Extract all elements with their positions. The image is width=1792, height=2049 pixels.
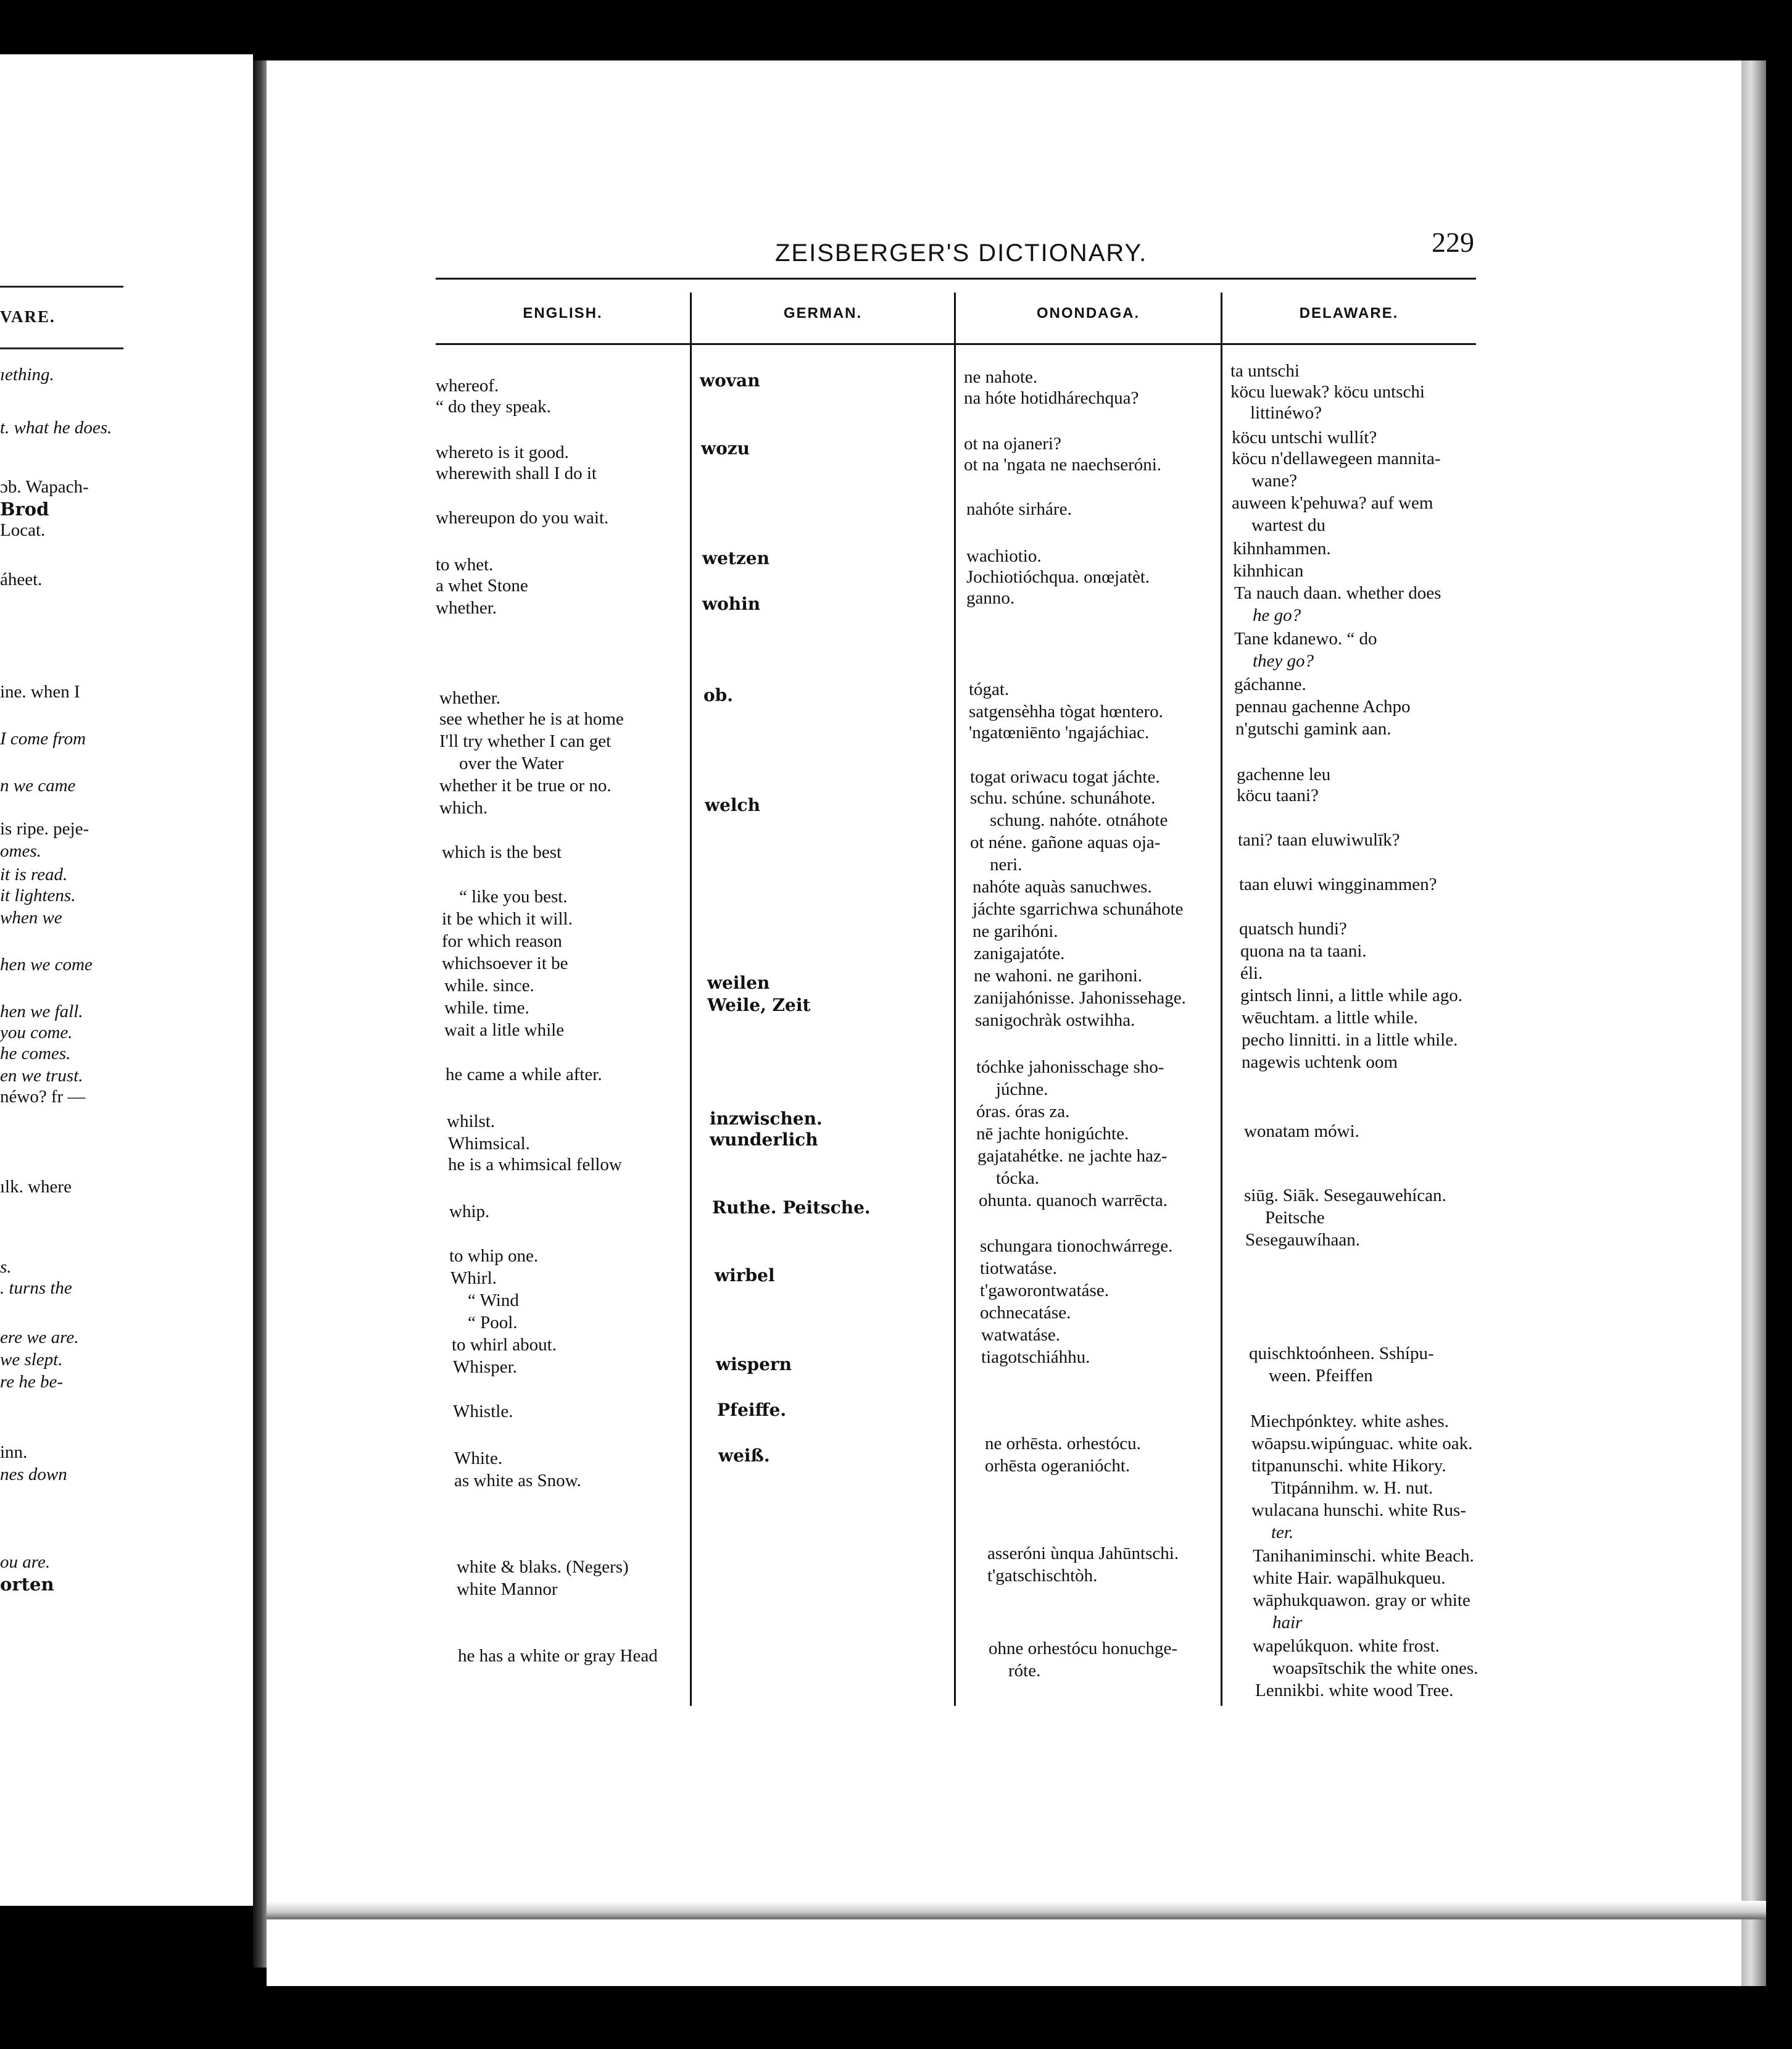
- running-title: ZEISBERGER'S DICTIONARY.: [775, 239, 1148, 267]
- onondaga-entry: na hóte hotidhárechqua?: [964, 388, 1139, 408]
- onondaga-entry: ne garihóni.: [973, 921, 1058, 941]
- english-entry: White.: [454, 1448, 503, 1468]
- english-entry: as white as Snow.: [454, 1471, 581, 1490]
- delaware-entry: wulacana hunschi. white Rus-: [1251, 1500, 1466, 1520]
- delaware-entry: wonatam mówi.: [1244, 1121, 1359, 1141]
- left-page-line: he comes.: [0, 1044, 71, 1063]
- delaware-entry: köcu taani?: [1237, 786, 1319, 805]
- delaware-entry: siūg. Siāk. Sesegauwehícan.: [1244, 1186, 1446, 1205]
- onondaga-entry: nē jachte honigúchte.: [976, 1124, 1129, 1144]
- delaware-entry: he go?: [1253, 605, 1301, 625]
- delaware-entry: kihnhammen.: [1233, 539, 1331, 559]
- left-page-line: is ripe. peje-: [0, 819, 89, 839]
- left-page-line: ine. when I: [0, 682, 80, 702]
- delaware-entry: hair: [1272, 1613, 1303, 1632]
- delaware-entry: wane?: [1251, 471, 1298, 491]
- column-divider-3: [1221, 293, 1222, 1706]
- delaware-entry: ter.: [1271, 1523, 1294, 1542]
- german-entry: welch: [705, 795, 760, 815]
- left-page-line: inn.: [0, 1442, 28, 1462]
- delaware-entry: pecho linnitti. in a little while.: [1242, 1030, 1458, 1050]
- left-page-column-header: VARE.: [0, 307, 56, 326]
- delaware-entry: gáchanne.: [1234, 675, 1306, 694]
- page-number: 229: [1432, 227, 1474, 258]
- delaware-entry: pennau gachenne Achpo: [1235, 697, 1411, 717]
- onondaga-entry: zanijahónisse. Jahonissehage.: [974, 988, 1186, 1008]
- english-entry: wait a litle while: [444, 1020, 565, 1040]
- left-page-top-rule: [0, 286, 123, 288]
- onondaga-entry: schung. nahóte. otnáhote: [990, 810, 1168, 830]
- english-entry: “ Pool.: [468, 1313, 518, 1332]
- delaware-entry: littinéwo?: [1250, 403, 1322, 423]
- onondaga-entry: tiotwatáse.: [980, 1258, 1057, 1278]
- english-entry: I'll try whether I can get: [439, 731, 612, 751]
- german-entry: wohin: [702, 594, 761, 614]
- english-entry: to whirl about.: [452, 1335, 557, 1355]
- left-page-line: I come from: [0, 729, 86, 749]
- german-entry: wirbel: [715, 1265, 775, 1286]
- delaware-entry: quona na ta taani.: [1240, 941, 1367, 961]
- delaware-entry: they go?: [1253, 651, 1314, 671]
- column-divider-1: [690, 293, 692, 1706]
- onondaga-entry: watwatáse.: [981, 1325, 1061, 1345]
- english-entry: “ do they speak.: [436, 397, 551, 417]
- english-entry: whereupon do you wait.: [436, 508, 609, 528]
- page-edge: [1741, 60, 1766, 1986]
- german-entry: Ruthe. Peitsche.: [712, 1197, 871, 1218]
- onondaga-entry: ochnecatáse.: [980, 1303, 1071, 1323]
- delaware-entry: white Hair. wapālhukqueu.: [1253, 1568, 1446, 1588]
- onondaga-entry: óras. óras za.: [976, 1102, 1070, 1121]
- delaware-entry: köcu untschi wullít?: [1232, 428, 1377, 447]
- onondaga-entry: Jochiotióchqua. onœjatèt.: [966, 567, 1150, 587]
- delaware-entry: gintsch linni, a little while ago.: [1240, 986, 1463, 1005]
- delaware-entry: Lennikbi. white wood Tree.: [1255, 1681, 1454, 1700]
- english-entry: to whet.: [436, 555, 494, 575]
- onondaga-entry: tóchke jahonisschage sho-: [976, 1057, 1164, 1077]
- onondaga-entry: jáchte sgarrichwa schunáhote: [973, 899, 1184, 919]
- onondaga-entry: ot na 'ngata ne naechseróni.: [964, 455, 1162, 475]
- english-entry: whether.: [439, 688, 501, 708]
- english-entry: he has a white or gray Head: [458, 1646, 658, 1666]
- onondaga-entry: wachiotio.: [966, 546, 1042, 566]
- onondaga-entry: ot néne. gañone aquas oja-: [970, 833, 1161, 852]
- english-entry: see whether he is at home: [439, 709, 624, 729]
- delaware-entry: auween k'pehuwa? auf wem: [1232, 493, 1433, 513]
- german-entry: inzwischen.: [710, 1108, 823, 1129]
- onondaga-entry: ne orhēsta. orhestócu.: [985, 1434, 1141, 1453]
- onondaga-entry: orhēsta ogeraniócht.: [985, 1456, 1130, 1476]
- english-entry: whip.: [449, 1202, 490, 1221]
- english-entry: a whet Stone: [436, 576, 528, 596]
- delaware-entry: wāphukquawon. gray or white: [1253, 1590, 1471, 1610]
- delaware-entry: quischktoónheen. Sshípu-: [1249, 1344, 1434, 1363]
- delaware-entry: Tane kdanewo. “ do: [1234, 629, 1377, 649]
- left-facing-page: [0, 54, 253, 1906]
- english-entry: which is the best: [442, 842, 562, 862]
- english-entry: whether it be true or no.: [439, 776, 612, 796]
- onondaga-entry: ot na ojaneri?: [964, 434, 1061, 454]
- delaware-entry: Titpánnihm. w. H. nut.: [1271, 1478, 1433, 1498]
- left-page-line: t. what he does.: [0, 418, 112, 438]
- left-page-line: ɔb. Wapach-: [0, 477, 89, 497]
- delaware-entry: Tanihaniminschi. white Beach.: [1253, 1546, 1474, 1566]
- english-entry: it be which it will.: [442, 909, 573, 929]
- left-page-line: hen we fall.: [0, 1002, 83, 1021]
- onondaga-entry: t'gaworontwatáse.: [980, 1281, 1109, 1300]
- onondaga-entry: t'gatschischtòh.: [987, 1566, 1098, 1586]
- english-entry: white & blaks. (Negers): [457, 1557, 629, 1577]
- english-entry: over the Water: [459, 754, 564, 773]
- delaware-entry: gachenne leu: [1237, 765, 1331, 784]
- column-divider-2: [954, 293, 956, 1706]
- left-page-line: néwo? fr —: [0, 1087, 86, 1107]
- german-entry: ob.: [703, 685, 734, 705]
- left-page-line: Brod: [0, 499, 49, 520]
- onondaga-entry: 'ngatœniēnto 'ngajáchiac.: [969, 723, 1150, 742]
- left-page-line: hen we come: [0, 955, 93, 975]
- left-page-header-rule: [0, 347, 123, 349]
- english-entry: whereof.: [436, 376, 499, 396]
- english-entry: Whirl.: [450, 1268, 497, 1288]
- delaware-entry: wōapsu.wipúnguac. white oak.: [1251, 1434, 1473, 1453]
- onondaga-entry: neri.: [990, 855, 1023, 875]
- left-page-line: Locat.: [0, 520, 46, 540]
- german-entry: weiß.: [718, 1445, 770, 1466]
- onondaga-entry: júchne.: [996, 1079, 1048, 1099]
- delaware-entry: köcu n'dellawegeen mannita-: [1232, 449, 1441, 468]
- german-entry: wovan: [700, 370, 760, 391]
- english-entry: whether.: [436, 598, 497, 618]
- left-page-line: re he be-: [0, 1372, 63, 1392]
- english-entry: Whisper.: [453, 1357, 517, 1377]
- left-page-line: it lightens.: [0, 886, 76, 905]
- delaware-entry: ween. Pfeiffen: [1269, 1366, 1373, 1386]
- onondaga-entry: zanigajatóte.: [974, 944, 1065, 963]
- left-page-line: we slept.: [0, 1350, 63, 1369]
- german-entry: wunderlich: [710, 1129, 818, 1150]
- onondaga-entry: satgensèhha tògat hœntero.: [969, 702, 1163, 721]
- column-header-delaware: DELAWARE.: [1299, 305, 1399, 322]
- delaware-entry: Sesegauwíhaan.: [1245, 1230, 1361, 1250]
- onondaga-entry: tiagotschiáhhu.: [981, 1347, 1090, 1367]
- delaware-entry: ta untschi: [1230, 361, 1300, 381]
- english-entry: which.: [439, 798, 488, 818]
- left-page-line: ıething.: [0, 365, 54, 384]
- book-gutter: [253, 60, 267, 1968]
- onondaga-entry: ganno.: [966, 588, 1015, 608]
- delaware-entry: nagewis uchtenk oom: [1242, 1052, 1398, 1072]
- left-page-line: ere we are.: [0, 1328, 79, 1347]
- page-bottom-edge: [267, 1901, 1766, 1919]
- delaware-entry: Miechpónktey. white ashes.: [1250, 1411, 1449, 1431]
- onondaga-entry: nahóte sirháre.: [966, 499, 1072, 519]
- delaware-entry: köcu luewak? köcu untschi: [1230, 382, 1425, 402]
- onondaga-entry: ohunta. quanoch warrēcta.: [979, 1191, 1168, 1210]
- onondaga-entry: róte.: [1008, 1661, 1041, 1681]
- column-header-german: GERMAN.: [783, 305, 863, 322]
- english-entry: for which reason: [442, 931, 562, 951]
- table-top-rule: [436, 278, 1476, 280]
- english-entry: white Mannor: [457, 1579, 558, 1599]
- english-entry: wherewith shall I do it: [436, 463, 597, 483]
- english-entry: Whistle.: [453, 1402, 513, 1421]
- german-entry: wispern: [716, 1354, 792, 1374]
- german-entry: weilen: [707, 973, 770, 993]
- left-page-line: ou are.: [0, 1552, 51, 1572]
- german-entry: wozu: [701, 438, 750, 459]
- column-header-english: ENGLISH.: [523, 305, 603, 322]
- onondaga-entry: ne wahoni. ne garihoni.: [974, 966, 1143, 986]
- english-entry: “ like you best.: [459, 887, 568, 907]
- table-header-rule: [436, 343, 1476, 345]
- english-entry: Whimsical.: [448, 1134, 530, 1153]
- delaware-entry: woapsītschik the white ones.: [1272, 1658, 1479, 1678]
- delaware-entry: tani? taan eluwiwulīk?: [1238, 830, 1400, 850]
- left-page-line: omes.: [0, 841, 41, 861]
- onondaga-entry: schu. schúne. schunáhote.: [970, 788, 1156, 808]
- english-entry: while. time.: [444, 998, 529, 1018]
- onondaga-entry: gajatahétke. ne jachte haz-: [977, 1146, 1168, 1166]
- delaware-entry: éli.: [1240, 963, 1263, 983]
- delaware-entry: kihnhican: [1233, 561, 1304, 581]
- english-entry: whichsoever it be: [442, 954, 568, 973]
- left-page-line: it is read.: [0, 865, 68, 884]
- left-page-line: ılk. where: [0, 1177, 72, 1197]
- delaware-entry: titpanunschi. white Hikory.: [1251, 1456, 1446, 1476]
- left-page-line: n we came: [0, 776, 76, 796]
- column-header-onondaga: ONONDAGA.: [1036, 305, 1140, 322]
- english-entry: he came a while after.: [446, 1065, 602, 1084]
- left-page-line: you come.: [0, 1023, 73, 1042]
- german-entry: Weile, Zeit: [707, 995, 811, 1015]
- left-page-line: when we: [0, 908, 62, 928]
- onondaga-entry: ne nahote.: [964, 367, 1038, 387]
- delaware-entry: Ta nauch daan. whether does: [1234, 583, 1441, 603]
- onondaga-entry: sanigochràk ostwihha.: [975, 1010, 1135, 1030]
- english-entry: whereto is it good.: [436, 443, 569, 462]
- german-entry: Pfeiffe.: [717, 1400, 787, 1420]
- delaware-entry: wēuchtam. a little while.: [1242, 1008, 1418, 1028]
- english-entry: “ Wind: [468, 1290, 519, 1310]
- english-entry: he is a whimsical fellow: [448, 1155, 622, 1174]
- onondaga-entry: schungara tionochwárrege.: [980, 1236, 1173, 1256]
- delaware-entry: taan eluwi wingginammen?: [1239, 875, 1437, 894]
- german-entry: wetzen: [702, 548, 769, 568]
- onondaga-entry: nahóte aquàs sanuchwes.: [973, 877, 1152, 897]
- delaware-entry: Peitsche: [1265, 1208, 1325, 1228]
- left-page-line: . turns the: [0, 1278, 72, 1298]
- left-page-line: orten: [0, 1574, 54, 1595]
- english-entry: to whip one.: [449, 1246, 539, 1266]
- onondaga-entry: tócka.: [996, 1168, 1040, 1188]
- delaware-entry: quatsch hundi?: [1239, 919, 1347, 939]
- delaware-entry: wapelúkquon. white frost.: [1253, 1636, 1440, 1656]
- delaware-entry: n'gutschi gamink aan.: [1235, 719, 1392, 739]
- onondaga-entry: ohne orhestócu honuchge-: [989, 1639, 1178, 1658]
- delaware-entry: wartest du: [1251, 515, 1325, 535]
- left-page-line: s.: [0, 1257, 12, 1277]
- left-page-line: nes down: [0, 1465, 67, 1484]
- english-entry: whilst.: [447, 1112, 496, 1131]
- onondaga-entry: asseróni ùnqua Jahūntschi.: [987, 1544, 1179, 1563]
- left-page-line: áheet.: [0, 570, 43, 589]
- left-page-line: en we trust.: [0, 1066, 83, 1086]
- onondaga-entry: togat oriwacu togat jáchte.: [970, 767, 1160, 787]
- onondaga-entry: tógat.: [969, 680, 1010, 699]
- english-entry: while. since.: [444, 976, 534, 995]
